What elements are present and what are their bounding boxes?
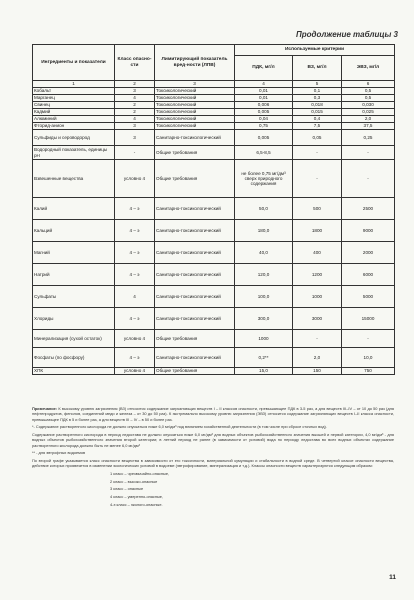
col-number: 5 xyxy=(293,81,342,88)
list-item: 4-э класс – эколого-опасные. xyxy=(110,501,163,507)
vz-cell: 0,05 xyxy=(293,130,342,146)
ingredient-cell: Марганец xyxy=(33,95,115,102)
limiting-cell: Санитарно-токсикологический xyxy=(155,264,235,286)
pdk-cell: 15,0 xyxy=(235,368,293,375)
table-row xyxy=(33,88,395,95)
table-row xyxy=(33,242,395,264)
hazard-class-cell: 4 – э xyxy=(115,264,155,286)
ingredient-cell: Алюминий xyxy=(33,116,115,123)
table-row xyxy=(33,146,395,160)
pdk-cell: 40,0 xyxy=(235,242,293,264)
note-5: По второй графе указывается класс опасности вещества в зависимости от его токсичности, материальной кумуляции и стабильности в водной среде. В четвертой классе опасности вещества, действие которых проявляется в изменении экологических условий в водоеме (эвтрофирование, минерализация и т.д.). Классы опасности веществ характеризуются следующим образом: xyxy=(32,458,394,469)
note-1 xyxy=(32,406,394,422)
criteria-table xyxy=(32,44,395,375)
header-hazard-class: Класс опасно-сти xyxy=(115,45,155,81)
table-row xyxy=(33,123,395,130)
table-row xyxy=(33,330,395,348)
evz-cell: 10,0 xyxy=(342,348,395,368)
pdk-cell: 180,0 xyxy=(235,220,293,242)
limiting-cell: Санитарно-токсикологический xyxy=(155,130,235,146)
ingredient-cell: Сульфиды и сероводород xyxy=(33,130,115,146)
pdk-cell: 6,5-8,5 xyxy=(235,146,293,160)
header-vz: ВЗ, мг/л xyxy=(293,56,342,81)
pdk-cell: 0,005 xyxy=(235,130,293,146)
vz-cell: 0,3 xyxy=(293,95,342,102)
ingredient-cell: Кальций xyxy=(33,220,115,242)
hazard-class-list xyxy=(110,471,394,507)
col-number: 6 xyxy=(342,81,395,88)
table-row xyxy=(33,116,395,123)
note-4: ** - для эвтрофных водоемов xyxy=(32,450,86,456)
header-limiting: Лимитирующий показатель вред-ности (ЛПВ) xyxy=(155,45,235,81)
hazard-class-cell: 4 – э xyxy=(115,308,155,330)
limiting-cell: Общие требования xyxy=(155,368,235,375)
limiting-cell: Токсикологический xyxy=(155,95,235,102)
pdk-cell: 50,0 xyxy=(235,198,293,220)
pdk-cell: 120,0 xyxy=(235,264,293,286)
note-2: *- Содержание растворенного кислорода не должно опускаться ниже 6,0 мг/дм³ под влиянием хозяйственной деятельности (в том числе при сбросе сточных вод). xyxy=(32,424,327,430)
evz-cell: 2500 xyxy=(342,198,395,220)
ingredient-cell: Сульфаты xyxy=(33,286,115,308)
header-ingredient: Ингредиенты и показатели xyxy=(33,45,115,81)
hazard-class-cell: 2 xyxy=(115,109,155,116)
evz-cell: 5000 xyxy=(342,286,395,308)
pdk-cell: 0,005 xyxy=(235,109,293,116)
hazard-class-cell: 4 – э xyxy=(115,220,155,242)
evz-cell: - xyxy=(342,330,395,348)
list-item: 3 класс – опасные xyxy=(110,486,144,492)
table-row xyxy=(33,102,395,109)
vz-cell: 0,015 xyxy=(293,109,342,116)
table-row xyxy=(33,109,395,116)
header-pdk: ПДК, мг/л xyxy=(235,56,293,81)
evz-cell: 15000 xyxy=(342,308,395,330)
table-row xyxy=(33,348,395,368)
hazard-class-cell: 4 – э xyxy=(115,198,155,220)
limiting-cell: Токсикологический xyxy=(155,102,235,109)
table-row xyxy=(33,130,395,146)
ingredient-cell: Минерализация (сухой остаток) xyxy=(33,330,115,348)
evz-cell: - xyxy=(342,146,395,160)
evz-cell: 0,25 xyxy=(342,130,395,146)
limiting-cell: Санитарно-токсикологический xyxy=(155,242,235,264)
vz-cell: 3000 xyxy=(293,308,342,330)
limiting-cell: Санитарно-токсикологический xyxy=(155,220,235,242)
hazard-class-cell: 3 xyxy=(115,123,155,130)
hazard-class-cell: 2 xyxy=(115,102,155,109)
pdk-cell: 0,01 xyxy=(235,95,293,102)
table-row xyxy=(33,368,395,375)
list-item: 1 класс – чрезвычайно-опасные, xyxy=(110,471,170,477)
evz-cell: - xyxy=(342,160,395,198)
table-row xyxy=(33,198,395,220)
hazard-class-cell: 4 – э xyxy=(115,348,155,368)
pdk-cell: 0,75 xyxy=(235,123,293,130)
col-number: 3 xyxy=(155,81,235,88)
vz-cell: 150 xyxy=(293,368,342,375)
evz-cell: 2000 xyxy=(342,242,395,264)
vz-cell: 1200 xyxy=(293,264,342,286)
limiting-cell: Санитарно-токсикологический xyxy=(155,198,235,220)
limiting-cell: Токсикологический xyxy=(155,109,235,116)
col-number: 2 xyxy=(115,81,155,88)
evz-cell: 0,030 xyxy=(342,102,395,109)
table-row xyxy=(33,308,395,330)
limiting-cell: Санитарно-токсикологический xyxy=(155,348,235,368)
pdk-cell: 0,2** xyxy=(235,348,293,368)
ingredient-cell: Калий xyxy=(33,198,115,220)
header-criteria: Используемые критерии xyxy=(235,45,395,56)
pdk-cell: не более 0,75 мг/дм³ сверх природного содержания xyxy=(235,160,293,198)
pdk-cell: 100,0 xyxy=(235,286,293,308)
ingredient-cell: Кобальт xyxy=(33,88,115,95)
vz-cell: 1000 xyxy=(293,286,342,308)
evz-cell: 37,5 xyxy=(342,123,395,130)
table-row xyxy=(33,286,395,308)
vz-cell: 2,0 xyxy=(293,348,342,368)
note-text: К высокому уровню загрязнения (ВЗ) относится содержание загрязняющих веществ I – II классов опасности, превышающее ПДК в 3-5 раз, а для веществ III–IV – от 10 до 50 раз (для нефтепродуктов, фенолов, соединений меди и железа – от 30 до 50 раз). К экстремально высокому уровню загрязнения (ЭВЗ) относится содержание загрязняющих веществ I–II класса опасности, превышающее ПДК в 5 и более раз, а для веществ III – IV – в 50 и более раз. xyxy=(32,406,394,422)
notes xyxy=(32,406,394,509)
evz-cell: 0,025 xyxy=(342,109,395,116)
page-number: 11 xyxy=(389,574,396,581)
evz-cell: 0,5 xyxy=(342,95,395,102)
hazard-class-cell: условно 4 xyxy=(115,330,155,348)
limiting-cell: Санитарно-токсикологический xyxy=(155,308,235,330)
evz-cell: 2,0 xyxy=(342,116,395,123)
table-row xyxy=(33,220,395,242)
table-row xyxy=(33,160,395,198)
table-row xyxy=(33,264,395,286)
page-heading: Продолжение таблицы 3 xyxy=(295,30,398,39)
limiting-cell: Токсикологический xyxy=(155,88,235,95)
limiting-cell: Токсикологический xyxy=(155,116,235,123)
ingredient-cell: Водородный показатель, единицы pH xyxy=(33,146,115,160)
vz-cell: - xyxy=(293,160,342,198)
note-label: Примечание: xyxy=(32,406,58,411)
list-item: 2 класс – высоко-опасные xyxy=(110,478,158,484)
evz-cell: 0,5 xyxy=(342,88,395,95)
vz-cell: - xyxy=(293,146,342,160)
hazard-class-cell: условно 4 xyxy=(115,368,155,375)
vz-cell: - xyxy=(293,330,342,348)
column-number-row xyxy=(33,81,395,88)
ingredient-cell: Фосфаты (по фосфору) xyxy=(33,348,115,368)
vz-cell: 0,4 xyxy=(293,116,342,123)
limiting-cell: Общие требования xyxy=(155,330,235,348)
header-evz: ЭВЗ, мг/л xyxy=(342,56,395,81)
hazard-class-cell: 3 xyxy=(115,88,155,95)
col-number: 4 xyxy=(235,81,293,88)
list-item: 4 класс – умеренно-опасные, xyxy=(110,494,164,500)
hazard-class-cell: 4 xyxy=(115,286,155,308)
table-body xyxy=(33,88,395,375)
limiting-cell: Санитарно-токсикологический xyxy=(155,286,235,308)
ingredient-cell: Магний xyxy=(33,242,115,264)
vz-cell: 0,1 xyxy=(293,88,342,95)
ingredient-cell: Хлориды xyxy=(33,308,115,330)
hazard-class-cell: - xyxy=(115,146,155,160)
ingredient-cell: Кадмий xyxy=(33,109,115,116)
note-3: Содержание растворенного кислорода в период ледостава не должно опускаться ниже 6,0 мг/дм³ для водных объектов рыбохозяйственного значения высшей и первой категории, 4,0 мг/дм³ - для водных объектов рыбохозяйственного значения второй категории; в летний период не ранее (в зависимости от условий) вода по периоду ледостава во всех водных объектах содержание растворенного кислорода должно быть не менее 6,0 мг/дм³ xyxy=(32,432,394,448)
vz-cell: 400 xyxy=(293,242,342,264)
pdk-cell: 1000 xyxy=(235,330,293,348)
hazard-class-cell: 3 xyxy=(115,130,155,146)
pdk-cell: 300,0 xyxy=(235,308,293,330)
vz-cell: 1800 xyxy=(293,220,342,242)
limiting-cell: Токсикологический xyxy=(155,123,235,130)
pdk-cell: 0,01 xyxy=(235,88,293,95)
limiting-cell: Общие требования xyxy=(155,146,235,160)
ingredient-cell: Натрий xyxy=(33,264,115,286)
hazard-class-cell: условно 4 xyxy=(115,160,155,198)
hazard-class-cell: 4 xyxy=(115,95,155,102)
ingredient-cell: ХПК xyxy=(33,368,115,375)
limiting-cell: Общие требования xyxy=(155,160,235,198)
ingredient-cell: Взвешенные вещества xyxy=(33,160,115,198)
evz-cell: 6000 xyxy=(342,264,395,286)
ingredient-cell: Фторид-анион xyxy=(33,123,115,130)
ingredient-cell: Свинец xyxy=(33,102,115,109)
hazard-class-cell: 4 – э xyxy=(115,242,155,264)
table-row xyxy=(33,95,395,102)
vz-cell: 500 xyxy=(293,198,342,220)
vz-cell: 0,018 xyxy=(293,102,342,109)
vz-cell: 7,5 xyxy=(293,123,342,130)
hazard-class-cell: 4 xyxy=(115,116,155,123)
evz-cell: 9000 xyxy=(342,220,395,242)
evz-cell: 750 xyxy=(342,368,395,375)
pdk-cell: 0,04 xyxy=(235,116,293,123)
pdk-cell: 0,006 xyxy=(235,102,293,109)
col-number: 1 xyxy=(33,81,115,88)
